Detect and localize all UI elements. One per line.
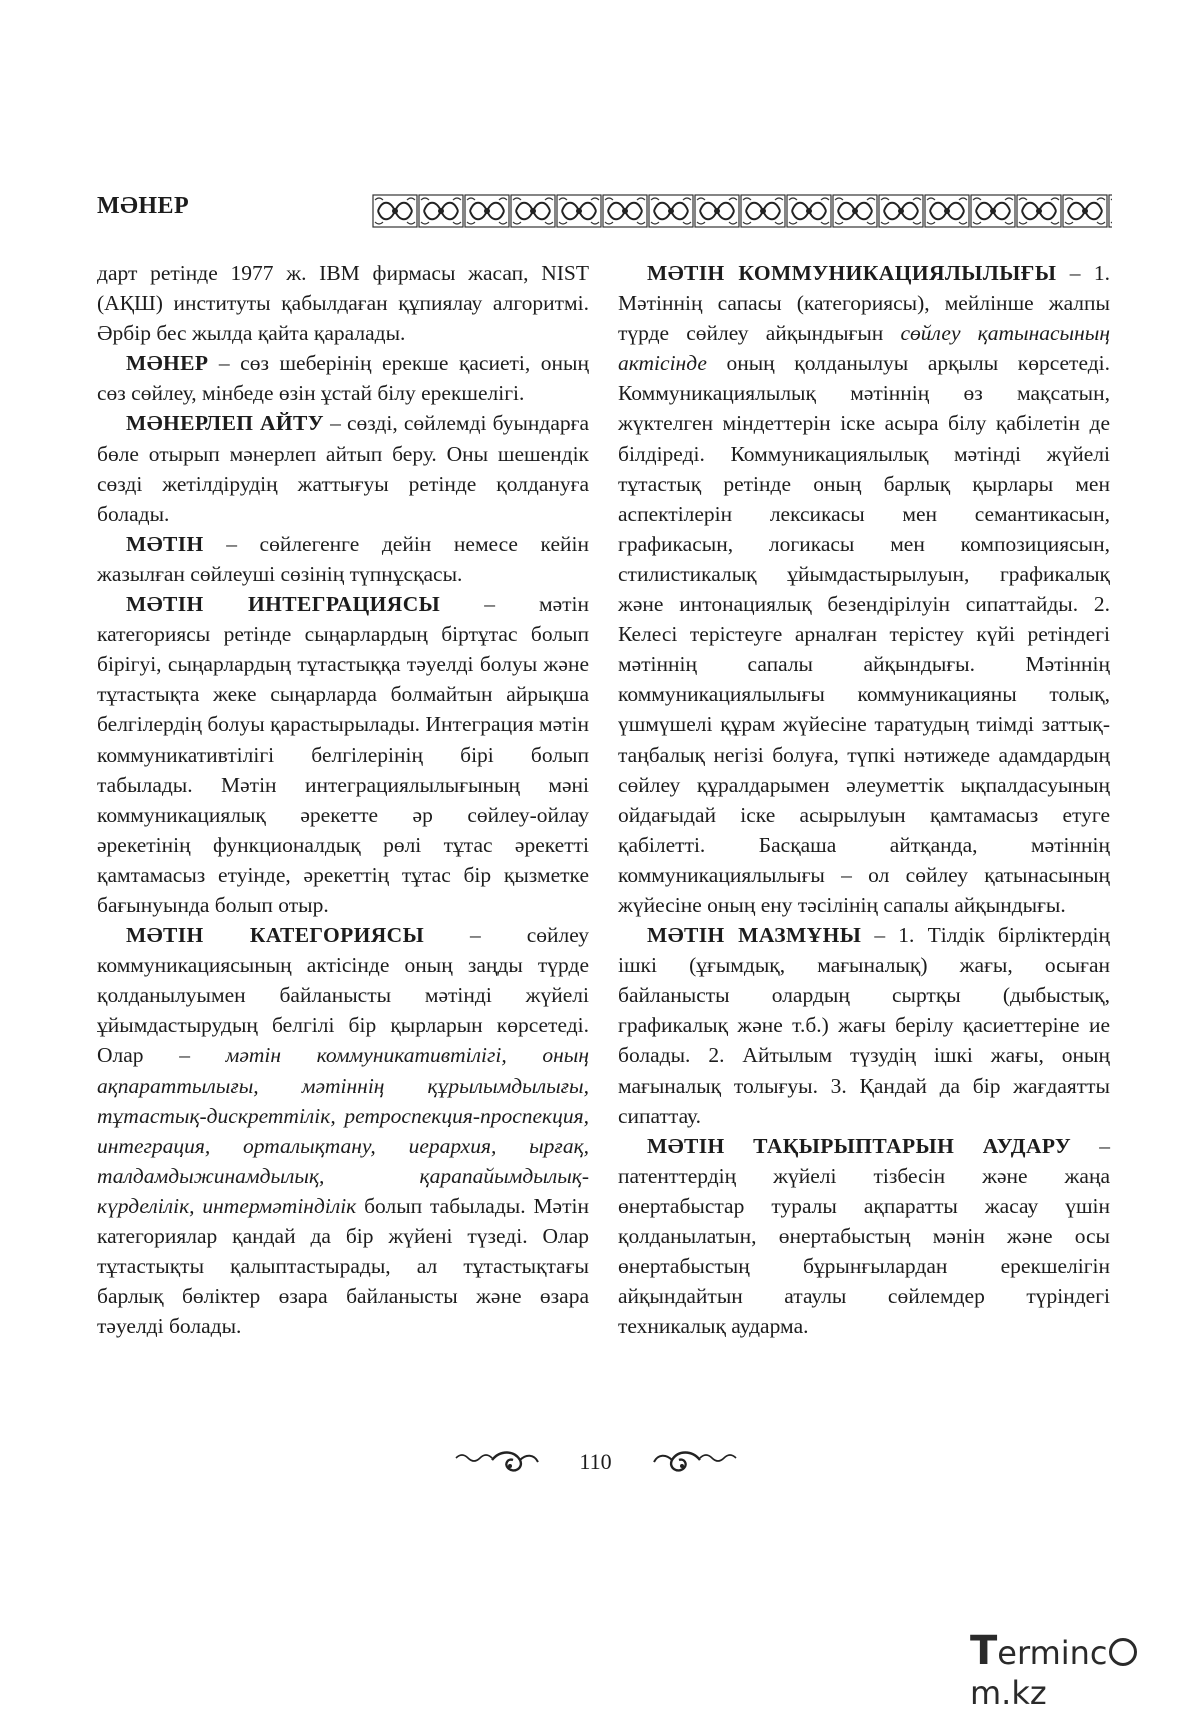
footer-ornament-right-icon [650, 1446, 740, 1476]
entry-term: МӘНЕРЛЕП АЙТУ [126, 411, 324, 436]
page-number: 110 [579, 1449, 612, 1474]
entry-definition: – мәтін категориясы ретінде сыңарлардың біртұтас болып бірігуі, сыңарлардың тұтастыққа тәуелді болуы және тұтастықта жеке сыңарларда болмайтын айрықша белгілердің болуы қарастырылады. Интеграция мәтін коммуникативтілігі белгілерінің бірі болып табылады. Мәтін интеграциялылығының мәні коммуникациялық әрекетте әр сөйлеу-ойлау әрекетінің функционалдық рөлі тұтас әрекетті қамтамасыз етуінде, әрекеттің тұтас бір қызметке бағынуында болып отыр. [97, 592, 589, 917]
dictionary-entry [618, 1131, 1110, 1342]
paragraph-text: дарт ретінде 1977 ж. IBM фирмасы жасап, NIST (АҚШ) институты қабылдаған құпиялау алгоритмі. Әрбір бес жылда қайта қаралады. [97, 261, 589, 346]
dictionary-entry [97, 589, 589, 920]
entry-definition: – сөйлегенге дейін немесе кейін жазылған сөйлеуші сөзінің түпнұсқасы. [97, 531, 589, 586]
dictionary-entry [618, 920, 1110, 1131]
right-column [618, 258, 1110, 1341]
entry-italic-list: мәтін коммуникативтілігі, оның ақпараттылығы, мәтіннің құрылымдылығы, тұтастық-дискреттілік, ретроспекция-проспекция, интеграция, орталықтану, иерархия, ырғақ, талдамдыжинамдылық, қарапайымдылық-күрделілік, интермәтінділік [97, 1043, 589, 1218]
dictionary-entry [97, 529, 589, 589]
watermark-logo: Termincm.kz [970, 1631, 1191, 1671]
entry-definition-end: оның қолданылуы арқылы көрсетеді. Коммуникациялылық мәтіннің өз мақсатын, жүктелген міндеттерін іске асыра білу қабілетін де білдіреді. Коммуникациялылық мәтінді жүйелі тұтастық ретінде оның барлық қырлары мен аспектілерін лексикасы мен семантикасын, графикасын, логикасы мен композициясын, стилистикалық ұйымдастырылуын, графикалық және интонациялық безендірілуін сипаттайды. 2. Келесі терістеуге арналған терістеу күйі ретіндегі мәтіннің сапалы айқындығы. Мәтіннің коммуникациялылығы коммуникацияны толық, үшмүшелі құрам жүйесіне таратудың тиімді заттық-таңбалық негізі болуға, түпкі нәтижеде адамдардың сөйлеу құралдарымен әлеуметтік ықпалдасуының ойдағыдай іске асырылуын қамтамасыз етуге қабілетті. Басқаша айтқанда, мәтіннің коммуникациялылығы – ол сөйлеу қатынасының жүйесіне оның ену тәсілінің сапалы айқындығы. [618, 351, 1110, 917]
entry-term: МӘНЕР [126, 351, 209, 376]
entry-definition: – сөзді, сөйлемді буындарға бөле отырып мәнерлеп айтып беру. Оны шешендік сөзді жетілдірудің жаттығуы ретінде қолдануға болады. [97, 411, 589, 526]
entry-definition: – сөйлеу коммуникациясының актісінде оның заңды түрде қолданылуымен байланысты мәтінді жүйелі ұйымдастырудың белгілі бір қырларын көрсетеді. Олар – [97, 923, 589, 1068]
entry-definition: – 1. Мәтіннің сапасы (категориясы), мейлінше жалпы түрде сөйлеу айқындығын [618, 261, 1110, 346]
dictionary-entry [618, 258, 1110, 920]
running-head: МӘНЕР [97, 193, 190, 219]
entry-definition: – сөз шеберінің ерекше қасиеті, оның сөз сөйлеу, мінбеде өзін ұстай білу ерекшелігі. [97, 351, 589, 406]
entry-term: МӘТІН КАТЕГОРИЯСЫ [126, 923, 425, 948]
dictionary-entry [97, 920, 589, 1341]
entry-definition: – 1. Тілдік бірліктердің ішкі (ұғымдық, мағыналық) жағы, осыған байланысты олардың сыртқы (дыбыстық, графикалық және т.б.) жағы берілу қасиеттеріне ие болады. 2. Айтылым түзудің ішкі жағы, оның мағыналық толығуы. 3. Қандай да бір жағдаятты сипаттау. [618, 923, 1110, 1128]
entry-term: МӘТІН МАЗМҰНЫ [647, 923, 862, 948]
left-column [97, 258, 589, 1341]
entry-term: МӘТІН ИНТЕГРАЦИЯСЫ [126, 592, 441, 617]
paragraph-continuation [97, 258, 589, 348]
entry-italic-phrase: сөйлеу қатынасының актісінде [618, 321, 1110, 376]
dictionary-entry [97, 348, 589, 408]
entry-definition: – патенттердің жүйелі тізбесін және жаңа өнертабыстар туралы ақпаратты жасау үшін қолданылатын, өнертабыстың мәнін және осы өнертабыстың бұрынғылардан ерекшелігін айқындайтын атаулы сөйлемдер түріндегі техникалық аудармa. [618, 1133, 1110, 1339]
entry-term: МӘТІН ТАҚЫРЫПТАРЫН АУДАРУ [647, 1133, 1072, 1158]
page-footer [0, 1442, 1191, 1482]
footer-ornament-left-icon [452, 1446, 542, 1476]
entry-definition-end: болып табылады. Мәтін категориялар қандай да бір жүйені түзеді. Олар тұтастықты қалыптастырады, ал тұтастықтағы барлық бөліктер өзара байланысты және өзара тәуелді болады. [97, 1193, 589, 1339]
entry-term: МӘТІН КОММУНИКАЦИЯЛЫЛЫҒЫ [647, 261, 1057, 285]
entry-term: МӘТІН [126, 531, 204, 556]
dictionary-entry [97, 408, 589, 528]
ornament-band [372, 192, 1112, 230]
